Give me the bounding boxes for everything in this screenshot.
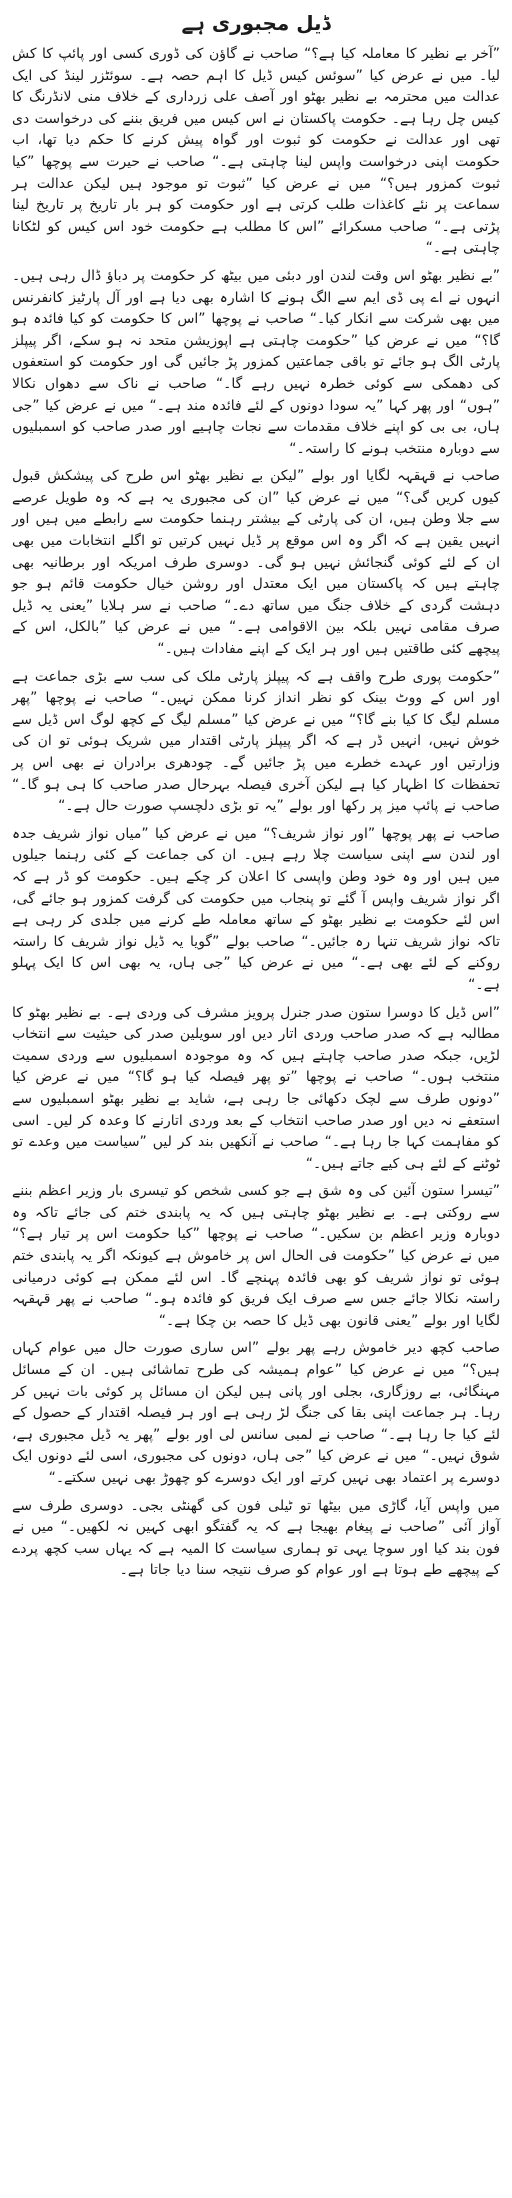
paragraph-5: صاحب نے پھر پوچھا ”اور نواز شریف؟“ میں نے عرض کیا ”میاں نواز شریف جدہ اور لندن سے اپنی سیاست چلا رہے ہیں۔ ان کی جماعت کے کئی رہنما جیلوں میں ہیں اور وہ خود وطن واپسی کا اعلان کر چکے ہیں۔ حکومت کو ڈر ہے کہ اگر نواز شریف واپس آ گئے تو پنجاب میں حکومت کی گرفت کمزور ہو جائے گی، اس لئے حکومت بے نظیر بھٹو کے ساتھ معاملہ طے کرنے میں جلدی کر رہی ہے تاکہ نواز شریف تنہا رہ جائیں۔“ صاحب بولے ”گویا یہ ڈیل نواز شریف کا راستہ روکنے کے لئے بھی ہے۔“ میں نے عرض کیا ”جی ہاں، یہ بھی اس کا ایک پہلو ہے۔“	[12, 825, 500, 993]
paragraph-7: ”تیسرا ستون آئین کی وہ شق ہے جو کسی شخص کو تیسری بار وزیر اعظم بننے سے روکتی ہے۔ بے نظیر بھٹو چاہتی ہیں کہ یہ پابندی ختم کی جائے تاکہ وہ دوبارہ وزیر اعظم بن سکیں۔“ صاحب نے پوچھا ”کیا حکومت اس پر تیار ہے؟“ میں نے عرض کیا ”حکومت فی الحال اس پر خاموش ہے کیونکہ اگر یہ پابندی ختم ہوئی تو نواز شریف کو بھی فائدہ پہنچے گا۔ اس لئے ممکن ہے کوئی درمیانی راستہ نکالا جائے جس سے صرف ایک فریق کو فائدہ ہو۔“ صاحب نے پھر قہقہہ لگایا اور بولے ”یعنی قانون بھی ڈیل کا حصہ بن چکا ہے۔“	[12, 1183, 500, 1329]
paragraph-2: ”بے نظیر بھٹو اس وقت لندن اور دبئی میں بیٹھ کر حکومت پر دباؤ ڈال رہی ہیں۔ انہوں نے اے پی ڈی ایم سے الگ ہونے کا اشارہ بھی دیا ہے اور آل پارٹیز کانفرنس میں بھی شرکت سے انکار کیا۔“ صاحب نے پوچھا ”اس کا حکومت کو کیا فائدہ ہو گا؟“ میں نے عرض کیا ”حکومت چاہتی ہے اپوزیشن متحد نہ ہو سکے، اگر پیپلز پارٹی الگ ہو جائے تو باقی جماعتیں کمزور پڑ جائیں گی اور حکومت کو استعفوں کی دھمکی سے کوئی خطرہ نہیں رہے گا۔“ صاحب نے ناک سے دھواں نکالا ”ہوں“ اور پھر کہا ”یہ سودا دونوں کے لئے فائدہ مند ہے۔“ میں نے عرض کیا ”جی ہاں، بی بی کو اپنے خلاف مقدمات سے نجات چاہیے اور صدر صاحب کو اسمبلیوں سے دوبارہ منتخب ہونے کا راستہ۔“	[11, 267, 500, 457]
paragraph-6: ”اس ڈیل کا دوسرا ستون صدر جنرل پرویز مشرف کی وردی ہے۔ بے نظیر بھٹو کا مطالبہ ہے کہ صدر صاحب وردی اتار دیں اور سویلین صدر کی حیثیت سے انتخاب لڑیں، جبکہ صدر صاحب چاہتے ہیں کہ وہ موجودہ اسمبلیوں سے وردی سمیت منتخب ہوں۔“ صاحب نے پوچھا ”تو پھر فیصلہ کیا ہو گا؟“ میں نے عرض کیا ”دونوں طرف سے لچک دکھائی جا رہی ہے، شاید بے نظیر بھٹو اسمبلیوں سے استعفے نہ دیں اور صدر صاحب انتخاب کے بعد وردی اتارنے کا وعدہ کر لیں۔ اسی کو مفاہمت کہا جا رہا ہے۔“ صاحب نے آنکھیں بند کر لیں ”سیاست میں وعدے تو ٹوٹنے کے لئے ہی کیے جاتے ہیں۔“	[12, 1004, 500, 1172]
paragraph-1: ”آخر بے نظیر کا معاملہ کیا ہے؟“ صاحب نے گاؤن کی ڈوری کسی اور پائپ کا کش لیا۔ میں نے عرض کیا ”سوئس کیس ڈیل کا اہم حصہ ہے۔ سوئٹزر لینڈ کی ایک عدالت میں محترمہ بے نظیر بھٹو اور آصف علی زرداری کے خلاف منی لانڈرنگ کا کیس چل رہا ہے۔ حکومت پاکستان نے اس کیس میں فریق بننے کی درخواست دی تھی اور عدالت نے حکومت کو ثبوت اور گواہ پیش کرنے کا حکم دیا تھا، اب حکومت اپنی درخواست واپس لینا چاہتی ہے۔“ صاحب نے حیرت سے پوچھا ”کیا ثبوت کمزور ہیں؟“ میں نے عرض کیا ”ثبوت تو موجود ہیں لیکن عدالت ہر سماعت پر نئے کاغذات طلب کرتی ہے اور حکومت کو ہر بار تاریخ پر تاریخ لینا پڑتی ہے۔“ صاحب مسکرائے ”اس کا مطلب ہے حکومت خود اس کیس کو لٹکانا چاہتی ہے۔“	[12, 46, 500, 257]
column-title: ڈیل مجبوری ہے	[181, 11, 331, 35]
paragraph-3: صاحب نے قہقہہ لگایا اور بولے ”لیکن بے نظیر بھٹو اس طرح کی پیشکش قبول کیوں کریں گی؟“ میں نے عرض کیا ”ان کی مجبوری یہ ہے کہ وہ طویل عرصے سے جلا وطن ہیں، ان کی پارٹی کے بیشتر رہنما حکومت سے رابطے میں ہیں اور انہیں یقین ہے کہ اگر وہ اس موقع پر ڈیل نہیں کرتیں تو اگلے انتخابات میں بھی ان کے لئے کوئی گنجائش نہیں ہو گی۔ دوسری طرف امریکہ اور برطانیہ بھی چاہتے ہیں کہ پاکستان میں ایک معتدل اور روشن خیال حکومت قائم ہو جو دہشت گردی کے خلاف جنگ میں ساتھ دے۔“ صاحب نے سر ہلایا ”یعنی یہ ڈیل صرف مقامی نہیں بلکہ بین الاقوامی ہے۔“ میں نے عرض کیا ”بالکل، اس کے پیچھے کئی طاقتیں ہیں اور ہر ایک کے اپنے مفادات ہیں۔“	[12, 468, 500, 658]
paragraph-9: میں واپس آیا، گاڑی میں بیٹھا تو ٹیلی فون کی گھنٹی بجی۔ دوسری طرف سے آواز آئی ”صاحب نے پیغام بھیجا ہے کہ یہ گفتگو ابھی کہیں نہ لکھیں۔“ میں نے فون بند کیا اور سوچا یہی تو ہماری سیاست کا المیہ ہے کہ یہاں سب کچھ پردے کے پیچھے طے ہوتا ہے اور عوام کو صرف نتیجہ سنا دیا جاتا ہے۔	[12, 1497, 500, 1579]
column-body	[12, 44, 500, 1582]
paragraph-8: صاحب کچھ دیر خاموش رہے پھر بولے ”اس ساری صورت حال میں عوام کہاں ہیں؟“ میں نے عرض کیا ”عوام ہمیشہ کی طرح تماشائی ہیں۔ ان کے مسائل مہنگائی، بے روزگاری، بجلی اور پانی ہیں لیکن ان مسائل پر کوئی بات نہیں کر رہا۔ ہر جماعت اپنی بقا کی جنگ لڑ رہی ہے اور ہر فیصلہ اقتدار کے حصول کے لئے کیا جا رہا ہے۔“ صاحب نے لمبی سانس لی اور بولے ”پھر یہ ڈیل مجبوری ہے، شوق نہیں۔“ میں نے عرض کیا ”جی ہاں، دونوں کی مجبوری، اسی لئے دونوں ایک دوسرے پر اعتماد بھی نہیں کرتے اور ایک دوسرے کو چھوڑ بھی نہیں سکتے۔“	[12, 1340, 500, 1486]
paragraph-4: ”حکومت پوری طرح واقف ہے کہ پیپلز پارٹی ملک کی سب سے بڑی جماعت ہے اور اس کے ووٹ بینک کو نظر انداز کرنا ممکن نہیں۔“ صاحب نے پوچھا ”پھر مسلم لیگ کا کیا بنے گا؟“ میں نے عرض کیا ”مسلم لیگ کے کچھ لوگ اس ڈیل سے خوش نہیں، انہیں ڈر ہے کہ اگر پیپلز پارٹی اقتدار میں شریک ہوئی تو ان کی وزارتیں اور عہدے خطرے میں پڑ جائیں گے۔ چودھری برادران نے بھی اس پر تحفظات کا اظہار کیا ہے لیکن آخری فیصلہ بہرحال صدر صاحب کا ہی ہو گا۔“ صاحب نے پائپ میز پر رکھا اور بولے ”یہ تو بڑی دلچسپ صورت حال ہے۔“	[12, 668, 500, 815]
